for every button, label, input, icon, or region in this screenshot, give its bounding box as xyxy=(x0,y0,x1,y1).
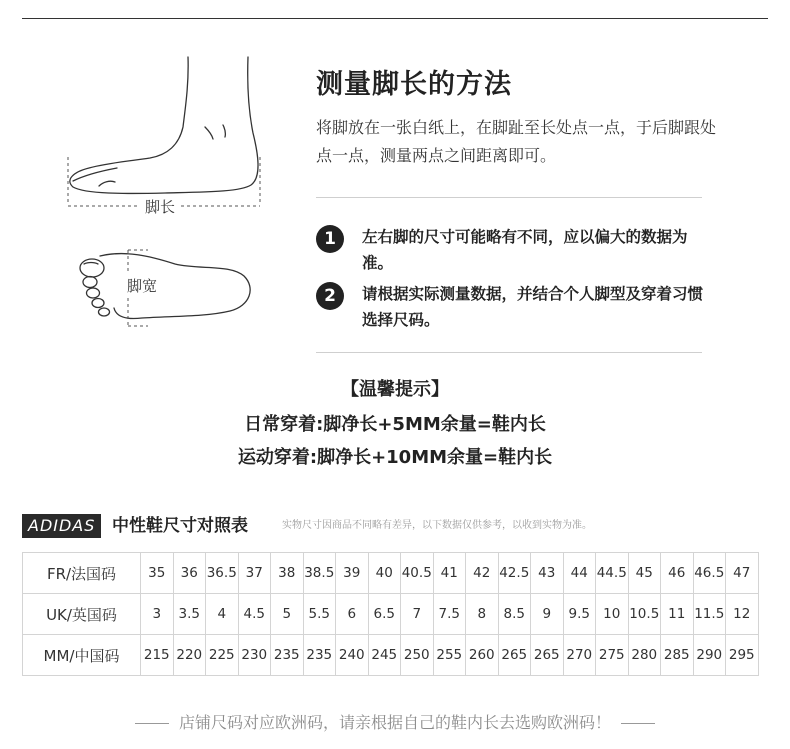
foot-side-illustration xyxy=(55,55,265,220)
size-cell: 5 xyxy=(271,594,304,635)
size-cell: 47 xyxy=(726,553,759,594)
size-cell: 11 xyxy=(661,594,694,635)
footer-dash-left xyxy=(135,723,169,724)
section-divider xyxy=(316,352,702,353)
brand-badge: ADIDAS xyxy=(22,514,101,538)
foot-width-label: 脚宽 xyxy=(126,277,158,295)
footer-note xyxy=(0,710,790,733)
size-cell: 265 xyxy=(531,635,564,676)
warm-tip-sport: 运动穿着:脚净长+10MM余量=鞋内长 xyxy=(237,447,553,468)
size-cell: 8.5 xyxy=(498,594,531,635)
size-cell: 5.5 xyxy=(303,594,336,635)
size-cell: 6 xyxy=(336,594,369,635)
size-cell: 36.5 xyxy=(206,553,239,594)
size-cell: 4.5 xyxy=(238,594,271,635)
size-chart-header xyxy=(22,514,768,538)
size-cell: 235 xyxy=(303,635,336,676)
size-cell: 10 xyxy=(596,594,629,635)
tip-text: 请根据实际测量数据，并结合个人脚型及穿着习惯选择尺码。 xyxy=(362,285,704,329)
size-cell: 40.5 xyxy=(401,553,434,594)
size-cell: 12 xyxy=(726,594,759,635)
footer-dash-right xyxy=(621,723,655,724)
size-cell: 255 xyxy=(433,635,466,676)
size-cell: 8 xyxy=(466,594,499,635)
size-cell: 245 xyxy=(368,635,401,676)
size-cell: 9.5 xyxy=(563,594,596,635)
size-cell: 36 xyxy=(173,553,206,594)
size-cell: 7.5 xyxy=(433,594,466,635)
tip-number-badge: 1 xyxy=(316,225,344,253)
size-cell: 6.5 xyxy=(368,594,401,635)
size-cell: 270 xyxy=(563,635,596,676)
size-chart-title: 中性鞋尺寸对照表 xyxy=(112,516,248,536)
size-cell: 35 xyxy=(141,553,174,594)
size-cell: 4 xyxy=(206,594,239,635)
size-row xyxy=(23,553,759,594)
tip-text: 左右脚的尺寸可能略有不同，应以偏大的数据为准。 xyxy=(362,228,688,272)
size-cell: 290 xyxy=(693,635,726,676)
size-cell: 40 xyxy=(368,553,401,594)
size-cell: 285 xyxy=(661,635,694,676)
tip-number-badge: 2 xyxy=(316,282,344,310)
size-row-label: FR/法国码 xyxy=(23,553,141,594)
size-row-label: UK/英国码 xyxy=(23,594,141,635)
size-cell: 42 xyxy=(466,553,499,594)
size-cell: 38 xyxy=(271,553,304,594)
size-cell: 7 xyxy=(401,594,434,635)
size-cell: 295 xyxy=(726,635,759,676)
section-divider xyxy=(316,197,702,198)
size-cell: 280 xyxy=(628,635,661,676)
size-cell: 225 xyxy=(206,635,239,676)
size-cell: 275 xyxy=(596,635,629,676)
foot-length-label: 脚长 xyxy=(144,198,176,216)
size-cell: 38.5 xyxy=(303,553,336,594)
footer-text: 店铺尺码对应欧洲码，请亲根据自己的鞋内长去选购欧洲码！ xyxy=(178,713,611,732)
size-cell: 46.5 xyxy=(693,553,726,594)
warm-tip-title: 【温馨提示】 xyxy=(341,379,449,400)
size-cell: 3.5 xyxy=(173,594,206,635)
size-cell: 235 xyxy=(271,635,304,676)
warm-tip-daily: 日常穿着:脚净长+5MM余量=鞋内长 xyxy=(244,414,546,435)
size-row xyxy=(23,594,759,635)
size-cell: 37 xyxy=(238,553,271,594)
size-cell: 9 xyxy=(531,594,564,635)
size-cell: 10.5 xyxy=(628,594,661,635)
foot-sole-illustration xyxy=(70,238,260,333)
size-cell: 260 xyxy=(466,635,499,676)
size-chart-note: 实物尺寸因商品不同略有差异，以下数据仅供参考，以收到实物为准。 xyxy=(282,520,592,531)
size-cell: 41 xyxy=(433,553,466,594)
size-cell: 11.5 xyxy=(693,594,726,635)
size-row-label: MM/中国码 xyxy=(23,635,141,676)
size-cell: 46 xyxy=(661,553,694,594)
top-divider xyxy=(22,18,768,19)
size-cell: 215 xyxy=(141,635,174,676)
size-cell: 44 xyxy=(563,553,596,594)
size-cell: 220 xyxy=(173,635,206,676)
guide-intro: 将脚放在一张白纸上，在脚趾至长处点一点，于后脚跟处点一点，测量两点之间距离即可。 xyxy=(316,118,717,165)
size-cell: 39 xyxy=(336,553,369,594)
size-cell: 42.5 xyxy=(498,553,531,594)
size-cell: 240 xyxy=(336,635,369,676)
guide-title: 测量脚长的方法 xyxy=(316,69,512,100)
size-chart-table xyxy=(22,552,759,676)
size-cell: 44.5 xyxy=(596,553,629,594)
size-cell: 250 xyxy=(401,635,434,676)
size-cell: 230 xyxy=(238,635,271,676)
size-cell: 3 xyxy=(141,594,174,635)
size-cell: 43 xyxy=(531,553,564,594)
size-row xyxy=(23,635,759,676)
size-cell: 265 xyxy=(498,635,531,676)
size-cell: 45 xyxy=(628,553,661,594)
